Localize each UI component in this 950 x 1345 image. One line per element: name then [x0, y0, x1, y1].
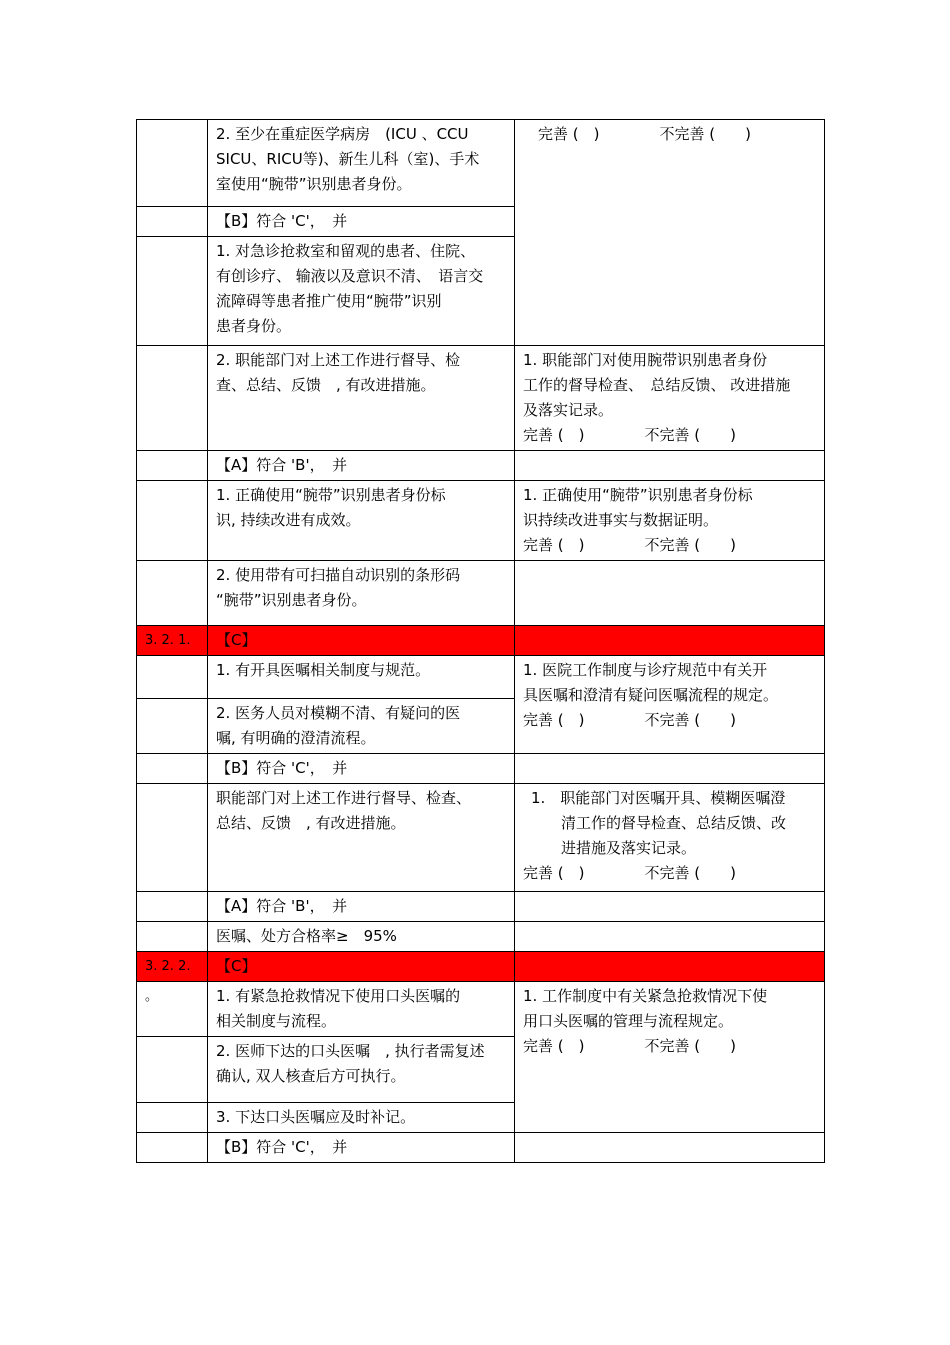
- table-row: [137, 1133, 825, 1163]
- standards-table: [136, 119, 825, 1163]
- evaluation-cell: [515, 754, 825, 784]
- evaluation-cell: [515, 451, 825, 481]
- table-row: [137, 656, 825, 699]
- evaluation-cell: 1. 工作制度中有关紧急抢救情况下使 用口头医嘱的管理与流程规定。 完善 ( ) 不完善 ( ): [515, 982, 825, 1133]
- code-cell: [137, 481, 208, 561]
- table-row: [137, 120, 825, 207]
- table-row: [137, 346, 825, 451]
- criteria-cell: 【A】符合 'B'， 并: [208, 451, 515, 481]
- section-level: 【C】: [208, 952, 515, 982]
- criteria-cell: 2. 使用带有可扫描自动识别的条形码 “腕带”识别患者身份。: [208, 561, 515, 626]
- criteria-cell: 2. 医师下达的口头医嘱 , 执行者需复述 确认, 双人核查后方可执行。: [208, 1037, 515, 1103]
- code-cell: [137, 207, 208, 237]
- criteria-cell: 【A】符合 'B'， 并: [208, 892, 515, 922]
- code-cell: [137, 1103, 208, 1133]
- criteria-cell: 1. 有紧急抢救情况下使用口头医嘱的 相关制度与流程。: [208, 982, 515, 1037]
- criteria-cell: 2. 职能部门对上述工作进行督导、检 查、总结、反馈 , 有改进措施。: [208, 346, 515, 451]
- code-cell: [137, 754, 208, 784]
- table-row: [137, 892, 825, 922]
- criteria-cell: 3. 下达口头医嘱应及时补记。: [208, 1103, 515, 1133]
- criteria-cell: 医嘱、处方合格率≥ 95%: [208, 922, 515, 952]
- code-cell: [137, 120, 208, 207]
- evaluation-cell: [515, 892, 825, 922]
- evaluation-cell: 1. 职能部门对使用腕带识别患者身份 工作的督导检查、 总结反馈、 改进措施 及落实记录。 完善 ( ) 不完善 ( ): [515, 346, 825, 451]
- evaluation-cell: [515, 952, 825, 982]
- evaluation-cell: [515, 626, 825, 656]
- table-row: [137, 561, 825, 626]
- section-header-row: [137, 952, 825, 982]
- criteria-cell: 【B】符合 'C'， 并: [208, 754, 515, 784]
- evaluation-cell: [515, 561, 825, 626]
- table-row: [137, 481, 825, 561]
- evaluation-cell: [515, 922, 825, 952]
- code-cell: [137, 656, 208, 699]
- table-row: [137, 754, 825, 784]
- evaluation-cell: 1. 医院工作制度与诊疗规范中有关开 具医嘱和澄清有疑问医嘱流程的规定。 完善 ( ) 不完善 ( ): [515, 656, 825, 754]
- table-row: [137, 451, 825, 481]
- code-cell: [137, 1037, 208, 1103]
- criteria-cell: 职能部门对上述工作进行督导、检查、 总结、反馈 , 有改进措施。: [208, 784, 515, 892]
- code-cell: [137, 1133, 208, 1163]
- criteria-cell: 【B】符合 'C'， 并: [208, 207, 515, 237]
- code-cell: [137, 784, 208, 892]
- criteria-cell: 2. 至少在重症医学病房 (ICU 、CCU SICU、RICU等)、新生儿科（室)、手术 室使用“腕带”识别患者身份。: [208, 120, 515, 207]
- evaluation-cell: [515, 1133, 825, 1163]
- criteria-cell: 【B】符合 'C'， 并: [208, 1133, 515, 1163]
- evaluation-item: 1. 职能部门对医嘱开具、模糊医嘱澄 清工作的督导检查、总结反馈、改 进措施及落实记录。: [531, 789, 787, 857]
- section-code: 3. 2. 1.: [137, 626, 208, 656]
- code-cell: [137, 892, 208, 922]
- code-cell: [137, 346, 208, 451]
- table-row: [137, 922, 825, 952]
- code-cell: [137, 237, 208, 346]
- section-level: 【C】: [208, 626, 515, 656]
- criteria-cell: 1. 有开具医嘱相关制度与规范。: [208, 656, 515, 699]
- code-cell: 。: [137, 982, 208, 1037]
- evaluation-cell: 完善 ( ) 不完善 ( ): [515, 120, 825, 346]
- section-header-row: [137, 626, 825, 656]
- evaluation-cell: [515, 784, 825, 892]
- table-row: [137, 784, 825, 892]
- evaluation-cell: 1. 正确使用“腕带”识别患者身份标 识持续改进事实与数据证明。 完善 ( ) 不完善 ( ): [515, 481, 825, 561]
- evaluation-status: 完善 ( ) 不完善 ( ): [523, 864, 736, 882]
- criteria-cell: 1. 正确使用“腕带”识别患者身份标 识, 持续改进有成效。: [208, 481, 515, 561]
- code-cell: [137, 699, 208, 754]
- criteria-cell: 2. 医务人员对模糊不清、有疑问的医 嘱, 有明确的澄清流程。: [208, 699, 515, 754]
- section-code: 3. 2. 2.: [137, 952, 208, 982]
- code-cell: [137, 561, 208, 626]
- table-row: [137, 982, 825, 1037]
- code-cell: [137, 451, 208, 481]
- criteria-cell: 1. 对急诊抢救室和留观的患者、住院、 有创诊疗、 输液以及意识不清、 语言交 流障碍等患者推广使用“腕带”识别 患者身份。: [208, 237, 515, 346]
- code-cell: [137, 922, 208, 952]
